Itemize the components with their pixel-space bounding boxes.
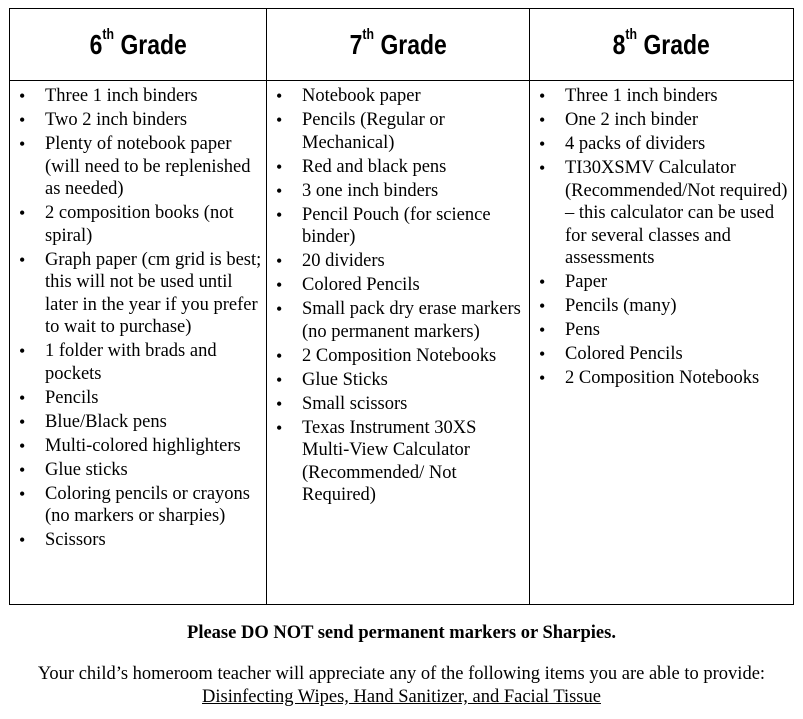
grade-6-word: Grade: [120, 28, 187, 60]
list-item: • Colored Pencils: [267, 274, 529, 297]
warning-text: Please DO NOT send permanent markers or Sharpies.: [187, 623, 616, 643]
list-item: • Small pack dry erase markers (no permanent markers): [267, 298, 529, 343]
grade-8-header: [530, 9, 794, 81]
grade-8-list: [530, 85, 793, 390]
grade-6-suffix: th: [102, 26, 114, 44]
list-item: • Coloring pencils or crayons (no markers or sharpies): [10, 483, 266, 528]
list-item: • Scissors: [10, 529, 266, 552]
list-item: • Pencil Pouch (for science binder): [267, 204, 529, 249]
wishlist-line: [0, 687, 803, 708]
list-item: • Paper: [530, 271, 793, 294]
list-item: • Pencils (many): [530, 295, 793, 318]
supply-items-row: [10, 81, 794, 605]
list-item: • Colored Pencils: [530, 343, 793, 366]
list-item: • Blue/Black pens: [10, 411, 266, 434]
list-item: • Plenty of notebook paper (will need to be replenished as needed): [10, 133, 266, 201]
list-item: • Red and black pens: [267, 156, 529, 179]
list-item: • Multi-colored highlighters: [10, 435, 266, 458]
list-item: • Glue sticks: [10, 459, 266, 482]
grade-7-number: 7: [349, 28, 363, 60]
list-item: • Texas Instrument 30XS Multi-View Calculator (Recommended/ Not Required): [267, 417, 529, 507]
list-item: • Notebook paper: [267, 85, 529, 108]
grade-8-suffix: th: [625, 26, 638, 44]
grade-7-list: [267, 85, 529, 507]
list-item: • Small scissors: [267, 393, 529, 416]
list-item: • Three 1 inch binders: [530, 85, 793, 108]
grade-6-cell: [10, 81, 267, 605]
list-item: • Pens: [530, 319, 793, 342]
list-item: • Pencils (Regular or Mechanical): [267, 109, 529, 154]
grade-8-word: Grade: [643, 28, 711, 60]
list-item: • Pencils: [10, 387, 266, 410]
list-item: • Three 1 inch binders: [10, 85, 266, 108]
list-item: • Two 2 inch binders: [10, 109, 266, 132]
grade-header-row: [10, 9, 794, 81]
list-item: • 1 folder with brads and pockets: [10, 340, 266, 385]
grade-6-number: 6: [89, 28, 103, 60]
grade-7-header: [267, 9, 530, 81]
appreciation-text: Your child’s homeroom teacher will appreciate any of the following items you are able to provide:: [37, 664, 766, 684]
grade-7-word: Grade: [380, 28, 447, 60]
supply-list-table: [9, 8, 794, 605]
list-item: • 20 dividers: [267, 250, 529, 273]
list-item: • 4 packs of dividers: [530, 133, 793, 156]
wishlist-text: Disinfecting Wipes, Hand Sanitizer, and Facial Tissue: [202, 687, 601, 707]
grade-8-number: 8: [612, 28, 626, 60]
list-item: • 2 Composition Notebooks: [530, 367, 793, 390]
grade-7-cell: [267, 81, 530, 605]
list-item: • Graph paper (cm grid is best; this will not be used until later in the year if you prefer to wait to purchase): [10, 249, 266, 339]
grade-6-header: [10, 9, 267, 81]
list-item: • 2 composition books (not spiral): [10, 202, 266, 247]
list-item: • One 2 inch binder: [530, 109, 793, 132]
grade-6-list: [10, 85, 266, 552]
list-item: • 2 Composition Notebooks: [267, 345, 529, 368]
list-item: • 3 one inch binders: [267, 180, 529, 203]
grade-8-cell: [530, 81, 794, 605]
list-item: • Glue Sticks: [267, 369, 529, 392]
list-item: • TI30XSMV Calculator (Recommended/Not required) – this calculator can be used for several classes and assessments: [530, 157, 793, 270]
grade-7-suffix: th: [362, 26, 374, 44]
